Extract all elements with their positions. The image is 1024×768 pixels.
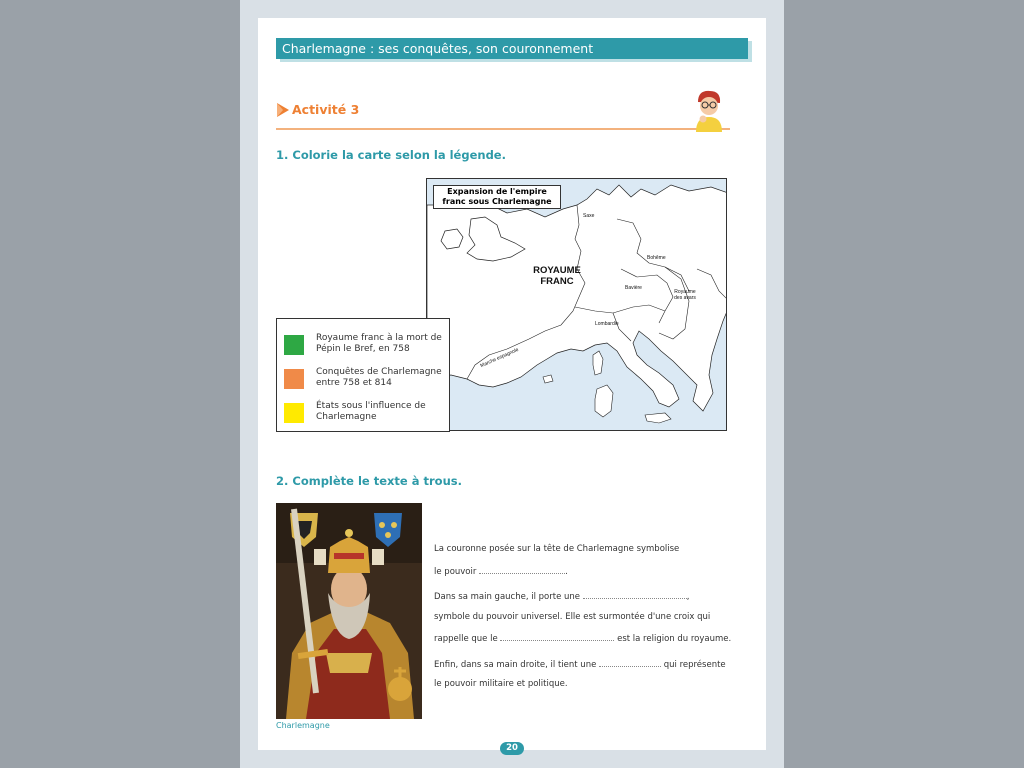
text-segment: est la religion du royaume. [617, 634, 732, 644]
text-line-6 [434, 658, 726, 670]
activity-divider [276, 128, 730, 130]
map-label-royaume-franc: ROYAUME FRANC [533, 265, 581, 287]
map-legend [276, 318, 450, 432]
blank-input[interactable] [479, 565, 565, 574]
europe-map-illustration [427, 179, 727, 431]
text-line-4: symbole du pouvoir universel. Elle est surmontée d'une croix qui [434, 612, 711, 622]
text-punct: , [686, 592, 690, 602]
chapter-header: Charlemagne : ses conquêtes, son couronnement [276, 38, 748, 59]
text-segment: Dans sa main gauche, il porte une [434, 592, 581, 602]
text-segment: le pouvoir [434, 567, 477, 577]
workbook-page [258, 18, 766, 753]
legend-text: Royaume franc à la mort de Pépin le Bref, en 758 [316, 333, 442, 354]
text-punct: . [565, 567, 568, 577]
text-segment: Enfin, dans sa main droite, il tient une [434, 660, 597, 670]
portrait-caption: Charlemagne [276, 721, 330, 730]
play-arrow-icon [276, 102, 290, 118]
charlemagne-painting-illustration [276, 503, 422, 719]
map-label-royaume-avars: Royaume des avars [674, 289, 696, 301]
charlemagne-portrait [276, 503, 422, 719]
blank-input[interactable] [500, 632, 614, 641]
activity-label: Activité 3 [292, 102, 360, 117]
map-label-boheme: Bohême [647, 255, 666, 261]
blank-input[interactable] [599, 658, 661, 667]
text-line-2 [434, 565, 568, 577]
map-title: Expansion de l'empire franc sous Charlemagne [433, 185, 561, 209]
thinking-kid-icon [690, 88, 726, 132]
page-number: 20 [500, 742, 524, 755]
map-label-marche-espagnole: Marche espagnole [479, 346, 520, 370]
activity-heading [292, 100, 359, 120]
map-label-saxe: Saxe [583, 213, 595, 219]
instruction-complete: 2. Complète le texte à trous. [276, 474, 462, 488]
yellow-swatch [284, 403, 304, 423]
text-line-7: le pouvoir militaire et politique. [434, 679, 568, 689]
legend-text: Conquêtes de Charlemagne entre 758 et 814 [316, 367, 442, 388]
blank-input[interactable] [583, 590, 687, 599]
text-segment: rappelle que le [434, 634, 498, 644]
text-line-3 [434, 590, 689, 602]
map-label-baviere: Bavière [625, 285, 642, 291]
text-segment: qui représente [663, 660, 726, 670]
instruction-colorie: 1. Colorie la carte selon la légende. [276, 148, 506, 162]
text-line-5 [434, 632, 731, 644]
map-label-lombardie: Lombardie [595, 321, 619, 327]
map-frame [426, 178, 727, 431]
green-swatch [284, 335, 304, 355]
orange-swatch [284, 369, 304, 389]
text-line-1: La couronne posée sur la tête de Charlemagne symbolise [434, 544, 680, 554]
legend-text: États sous l'influence de Charlemagne [316, 401, 426, 422]
